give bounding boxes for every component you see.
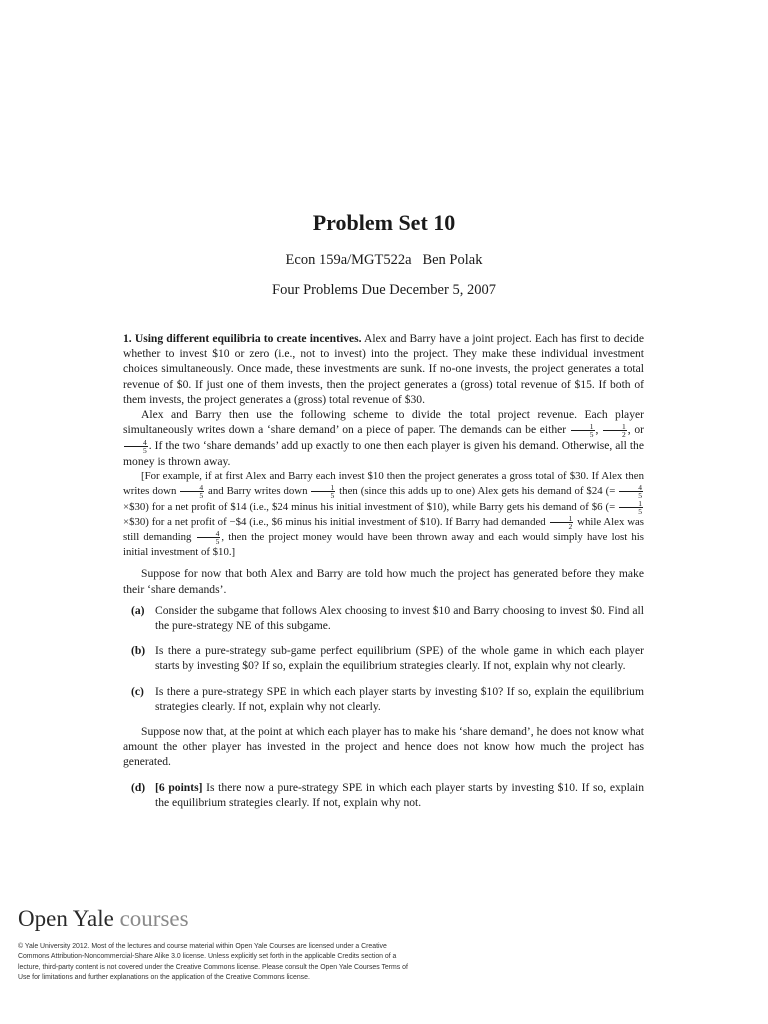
question-label: (d) [131,780,146,794]
frac-den: 5 [638,491,642,501]
question-d-body: Is there now a pure-strategy SPE in which each player starts by investing $10. If so, explain the equilibrium strategies clearly. If not, explain why not. [155,780,644,809]
fraction-four-fifths [124,439,148,454]
frac-num: 1 [571,423,595,431]
frac-den: 5 [143,445,147,455]
logo-main-text: Open Yale [18,906,114,931]
frac-num: 4 [619,484,643,492]
frac-den: 5 [589,430,594,440]
example-text-3: then (since this adds up to one) Alex gets his demand of $24 (= [339,485,616,498]
fraction-one-fifth [619,500,643,515]
question-text: Is there a pure-strategy sub-game perfect equilibrium (SPE) of the whole game in which each player starts by investing $0? If so, explain the equilibrium strategies clearly. If not, explain why not clearly. [155,644,644,673]
example-text-1: [For example, if at first Alex and Barry each invest $10 then the project generates a gross total of $30. If Alex then writes down [123,470,644,498]
question-label: (a) [131,603,145,617]
example-text-5: ×$30) for a net profit of −$4 (i.e., $6 minus his initial investment of $10). If Barry had demanded [123,515,546,528]
example-text-6: while Alex was still demanding [123,515,645,543]
open-yale-logo [18,906,408,932]
question-text [155,780,644,810]
frac-num: 4 [124,439,148,447]
suppose-paragraph-1: Suppose for now that both Alex and Barry are told how much the project has generated before they make their ‘share demands’. [123,567,644,596]
fraction-four-fifths [180,484,204,499]
problem-intro-text: Alex and Barry have a joint project. Each has first to decide whether to invest $10 or zero (i.e., not to invest) into the project. They make these individual investment choices simultaneously. Once made, these investments are sunk. If no-one invests, the project generates a total revenue of $0. If just one of them invests, then the project generates a (gross) total revenue of $15. If both of them invests, the project generates a (gross) total revenue of $30. [123,332,644,406]
problem-heading: 1. Using different equilibria to create incentives. [123,332,362,345]
frac-den: 2 [622,430,626,440]
scheme-text-b: . If the two ‘share demands’ add up exactly to one then each player is given his demand. Otherwise, all the money is thrown away. [123,439,644,468]
example-text-4: ×$30) for a net profit of $14 (i.e., $24 minus his initial investment of $10), while Barry gets his demand of $6 (= [123,500,616,513]
frac-den: 5 [215,536,220,546]
license-text: © Yale University 2012. Most of the lectures and course material within Open Yale Courses are licensed under a Creative Commons Attribution-Noncommercial-Share Alike 3.0 license. Unless explicitly set forth in the applicable Credits section of a lecture, third-party content is not covered under the Creative Commons license. Please consult the Open Yale Courses Terms of Use for limitations and further explanations on the application of the Creative Commons license. [18,943,408,981]
frac-num: 1 [619,500,643,508]
frac-num: 4 [197,530,221,538]
fraction-one-half [550,515,574,530]
fraction-four-fifths [197,530,221,545]
frac-num: 4 [180,484,204,492]
scheme-or: , or [627,423,644,437]
suppose-paragraph-2: Suppose now that, at the point at which each player has to make his ‘share demand’, he does not know what amount the other player has invested in the project and hence does not know how much the project has generated. [123,724,644,769]
due-line: Four Problems Due December 5, 2007 [272,282,496,298]
problem-body [123,331,644,810]
question-a [131,603,644,633]
frac-den: 2 [568,521,573,531]
question-text: Is there a pure-strategy SPE in which each player starts by investing $10? If so, explain the equilibrium strategies clearly. If not, explain why not clearly. [155,684,644,713]
example-text-7: , then the project money would have been thrown away and each would simply have lost his initial investment of $10.] [123,530,645,559]
fraction-one-half [603,423,627,438]
question-text: Consider the subgame that follows Alex choosing to invest $10 and Barry choosing to invest $0. Find all the pure-strategy NE of this subgame. [155,603,644,632]
frac-den: 5 [330,491,335,501]
instructor-name: Ben Polak [422,252,483,268]
frac-den: 5 [638,506,642,516]
frac-num: 1 [603,423,627,431]
fraction-four-fifths [619,484,643,499]
fraction-one-fifth [311,484,335,499]
fraction-one-fifth [571,423,595,438]
question-label: (b) [131,644,146,658]
question-c [131,684,644,714]
scheme-text-a: Alex and Barry then use the following scheme to divide the total project revenue. Each player simultaneously writes down a ‘share demand’ on a piece of paper. The demands can be either [123,408,644,437]
question-b [131,643,644,673]
page-title: Problem Set 10 [312,210,456,235]
frac-num: 1 [550,515,574,523]
problem-intro [123,331,644,407]
logo-sub-text: courses [119,906,189,931]
header [0,210,768,299]
example-text-2: and Barry writes down [208,485,308,498]
question-points: [6 points] [155,780,203,794]
footer [18,906,408,983]
frac-num: 1 [311,484,335,492]
frac-den: 5 [199,491,204,501]
scheme-paragraph: Alex and Barry then use the following scheme to divide the total project revenue. Each player simultaneously writes down a ‘share demand’ on a piece of paper. The demands can be either $\frac{1}{5}$ , $\frac{1}{2}$ , or $\frac{4}{5}$ . If the two ‘share demands’ add up exactly to one then each player is given his demand. Otherwise, all the money is thrown away. [123,408,644,468]
course-code: Econ 159a/MGT522a [285,252,412,268]
question-d [131,780,644,810]
question-label: (c) [131,684,144,698]
course-line [0,252,768,269]
example-paragraph [123,469,644,560]
